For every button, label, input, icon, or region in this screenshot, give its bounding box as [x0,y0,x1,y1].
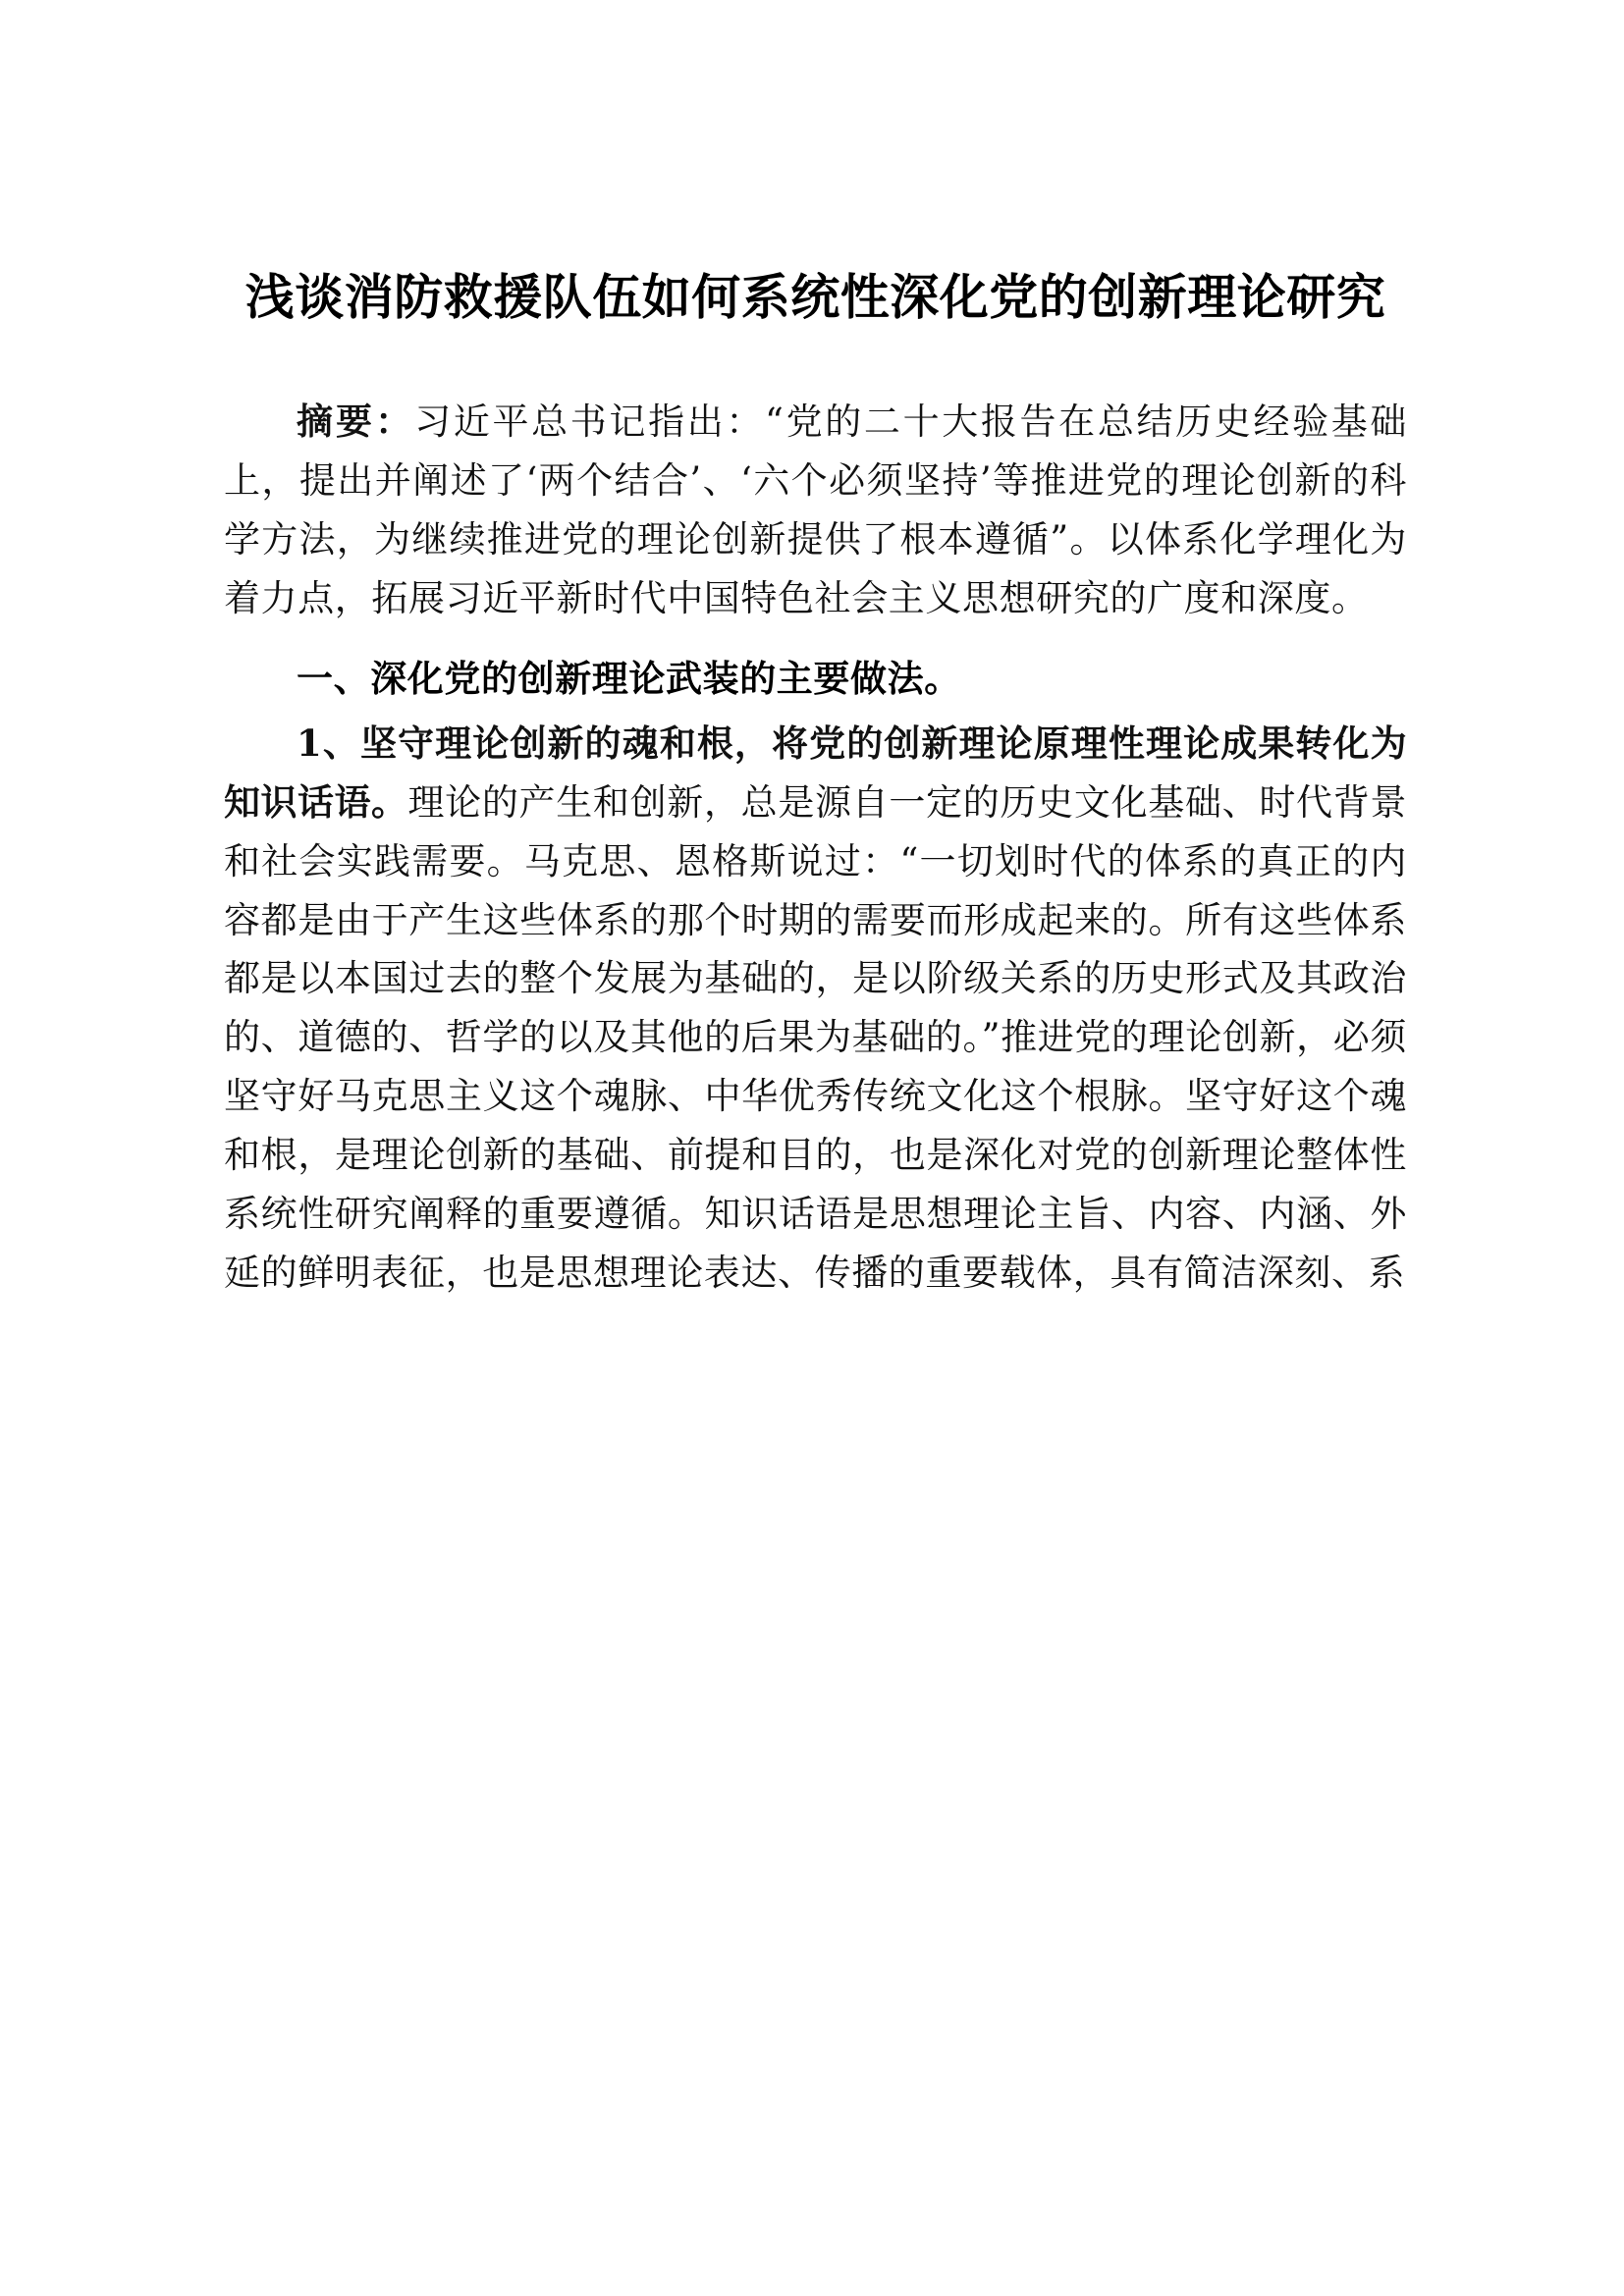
page-title: 浅谈消防救援队伍如何系统性深化党的创新理论研究 [244,269,1386,326]
section-item-text: 理论的产生和创新，总是源自一定的历史文化基础、时代背景和社会实践需要。马克思、恩格斯说过：“一切划时代的体系的真正的内容都是由于产生这些体系的那个时期的需要而形成起来的。所有这些体系都是以本国过去的整个发展为基础的，是以阶级关系的历史形式及其政治的、道德的、哲学的以及其他的后果为基础的。”推进党的理论创新，必须坚守好马克思主义这个魂脉、中华优秀传统文化这个根脉。坚守好这个魂和根，是理论创新的基础、前提和目的，也是深化对党的创新理论整体性系统性研究阐释的重要遵循。知识话语是思想理论主旨、内容、内涵、外延的鲜明表征，也是思想理论表达、传播的重要载体，具有简洁深刻、系 [224,780,1407,1295]
page-content [224,0,1407,1303]
abstract-text: 习近平总书记指出：“党的二十大报告在总结历史经验基础上，提出并阐述了‘两个结合’、‘六个必须坚持’等推进党的理论创新的科学方法，为继续推进党的理论创新提供了根本遵循”。以体系化学理化为着力点，拓展习近平新时代中国特色社会主义思想研究的广度和深度。 [224,400,1408,619]
section-item-lead: 1、坚守理论创新的魂和根，将党的创新理论原理性理论成果转化为知识话语。 [224,721,1407,824]
abstract-paragraph [224,393,1407,628]
abstract-label: 摘要： [297,400,415,443]
section-heading-1: 一、深化党的创新理论武装的主要做法。 [297,657,961,700]
section-item-1 [224,715,1407,1303]
